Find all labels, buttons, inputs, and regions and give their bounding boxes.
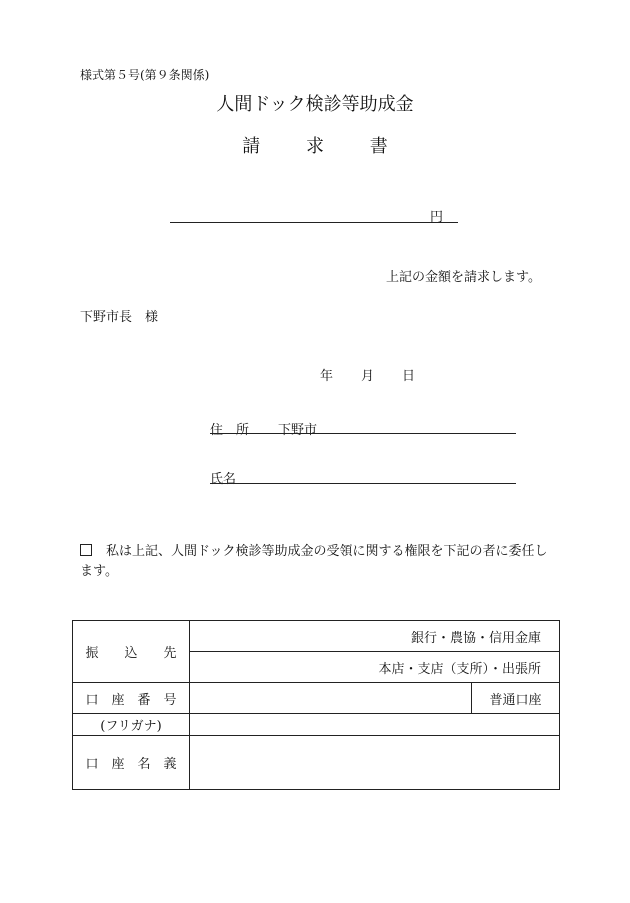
address-label: 住 所 bbox=[210, 423, 250, 438]
account-number-label: 口 座 番 号 bbox=[73, 683, 190, 714]
branch-name-field[interactable] bbox=[190, 652, 560, 683]
address-field[interactable] bbox=[210, 433, 516, 434]
address-city: 下野市 bbox=[278, 423, 318, 438]
date-field[interactable] bbox=[320, 365, 415, 384]
request-statement: 上記の金額を請求します。 bbox=[386, 270, 541, 285]
account-type: 普通口座 bbox=[472, 683, 560, 714]
bank-types-text: 銀行・農協・信用金庫 bbox=[410, 630, 541, 646]
addressee: 下野市長 様 bbox=[80, 310, 159, 325]
transfer-destination-label: 振 込 先 bbox=[73, 621, 190, 683]
account-name-label: 口 座 名 義 bbox=[73, 736, 190, 790]
subtitle-char-1: 請 bbox=[242, 136, 261, 157]
delegation-statement bbox=[80, 542, 560, 582]
bank-name-field[interactable] bbox=[190, 621, 560, 652]
amount-field[interactable] bbox=[170, 222, 458, 223]
branch-types-text: 本店・支店（支所）・出張所 bbox=[378, 661, 541, 677]
bank-transfer-table bbox=[72, 620, 560, 790]
subtitle-char-3: 書 bbox=[369, 136, 388, 157]
subtitle-char-2: 求 bbox=[306, 136, 324, 157]
account-number-field[interactable] bbox=[190, 683, 472, 714]
date-year-label: 年 bbox=[320, 369, 334, 384]
account-name-field[interactable] bbox=[190, 736, 560, 790]
form-number: 様式第５号(第９条関係) bbox=[80, 68, 210, 82]
yen-unit: 円 bbox=[430, 210, 444, 225]
document-subtitle bbox=[0, 132, 630, 158]
name-label: 氏名 bbox=[210, 472, 237, 487]
delegation-text: 私は上記、人間ドック検診等助成金の受領に関する権限を下記の者に委任します。 bbox=[80, 544, 548, 579]
date-day-label: 日 bbox=[402, 369, 416, 384]
document-title: 人間ドック検診等助成金 bbox=[216, 94, 414, 115]
date-month-label: 月 bbox=[361, 369, 375, 384]
furigana-field[interactable] bbox=[190, 714, 560, 736]
furigana-label: (フリガナ) bbox=[73, 714, 190, 736]
delegation-checkbox[interactable] bbox=[80, 544, 92, 556]
name-field[interactable] bbox=[210, 483, 516, 484]
